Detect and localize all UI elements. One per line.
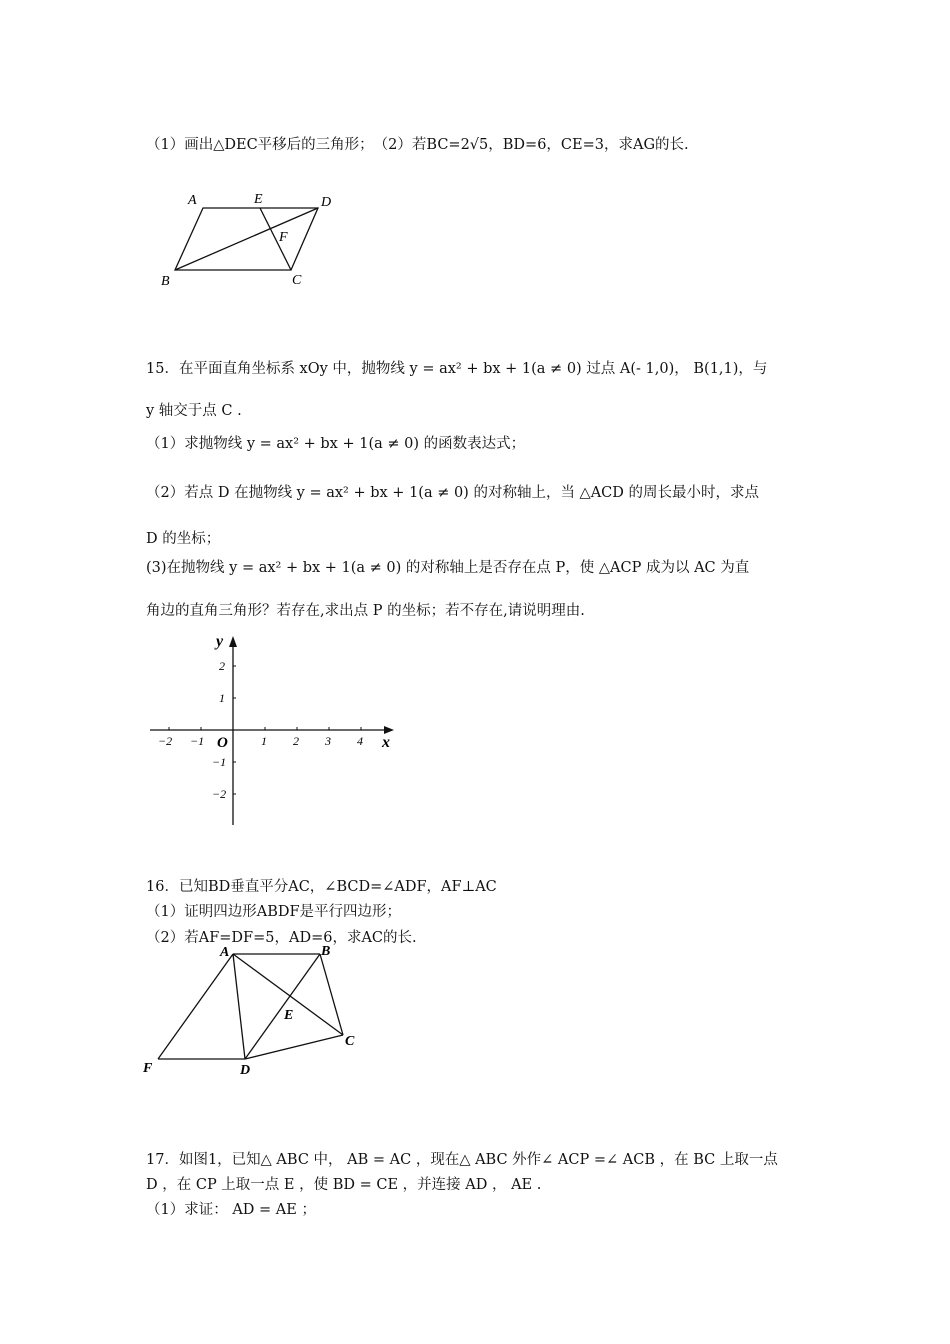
q15-part3b: 角边的直角三角形？若存在,求出点 P 的坐标；若不存在,请说明理由. xyxy=(146,603,585,619)
x-tick-3: 3 xyxy=(325,734,331,748)
q17-line1: 17．如图1，已知△ ABC 中， AB = AC ，现在△ ABC 外作∠ ACP =∠ ACB ，在 BC 上取一点 xyxy=(146,1152,778,1168)
origin-label: O xyxy=(217,735,228,751)
label-A: A xyxy=(220,945,230,960)
label-B: B xyxy=(161,274,170,289)
label-E: E xyxy=(284,1008,294,1023)
q15-part3a: (3)在抛物线 y = ax² + bx + 1(a ≠ 0) 的对称轴上是否存在点 P，使 △ACP 成为以 AC 为直 xyxy=(146,560,750,576)
label-F: F xyxy=(279,230,288,245)
x-tick-m1: −1 xyxy=(190,734,205,748)
q16-line3: （2）若AF=DF=5，AD=6，求AC的长. xyxy=(146,930,417,946)
label-D: D xyxy=(240,1063,251,1078)
label-F: F xyxy=(143,1061,153,1076)
x-axis-label: x xyxy=(382,734,390,751)
x-tick-4: 4 xyxy=(357,734,363,748)
q15-part2b: D 的坐标； xyxy=(146,531,221,547)
label-D: D xyxy=(321,195,332,210)
q14-line: （1）画出△DEC平移后的三角形； （2）若BC=2√5，BD=6，CE=3，求AG的长. xyxy=(146,137,689,153)
y-tick-m2: −2 xyxy=(212,787,227,801)
y-tick-m1: −1 xyxy=(212,755,227,769)
label-C: C xyxy=(292,273,302,288)
q16-line1: 16．已知BD垂直平分AC，∠BCD=∠ADF，AF⊥AC xyxy=(146,879,497,895)
label-B: B xyxy=(321,944,331,959)
q16-line2: （1）证明四边形ABDF是平行四边形； xyxy=(146,904,402,920)
y-axis-label: y xyxy=(216,633,224,650)
q15-line1: 15．在平面直角坐标系 xOy 中，抛物线 y = ax² + bx + 1(a ≠ 0) 过点 A(- 1,0)， B(1,1)，与 xyxy=(146,361,768,377)
q17-line3: （1）求证： AD = AE ； xyxy=(146,1202,316,1218)
x-tick-1: 1 xyxy=(261,734,267,748)
label-C: C xyxy=(345,1034,355,1049)
q16-quadrilateral-figure xyxy=(135,940,375,1080)
q14-parallelogram-figure xyxy=(150,185,350,290)
x-tick-m2: −2 xyxy=(158,734,173,748)
q15-part2a: （2）若点 D 在抛物线 y = ax² + bx + 1(a ≠ 0) 的对称轴上，当 △ACD 的周长最小时，求点 xyxy=(146,485,760,501)
q17-line2: D ，在 CP 上取一点 E ，使 BD = CE ，并连接 AD ， AE . xyxy=(146,1177,542,1193)
y-tick-2: 2 xyxy=(219,659,225,673)
q15-part1: （1）求抛物线 y = ax² + bx + 1(a ≠ 0) 的函数表达式； xyxy=(146,436,526,452)
q15-coordinate-axes xyxy=(140,630,410,830)
q15-line2: y 轴交于点 C . xyxy=(146,403,242,419)
y-tick-1: 1 xyxy=(219,691,225,705)
label-E: E xyxy=(254,192,263,207)
label-A: A xyxy=(188,193,197,208)
x-tick-2: 2 xyxy=(293,734,299,748)
